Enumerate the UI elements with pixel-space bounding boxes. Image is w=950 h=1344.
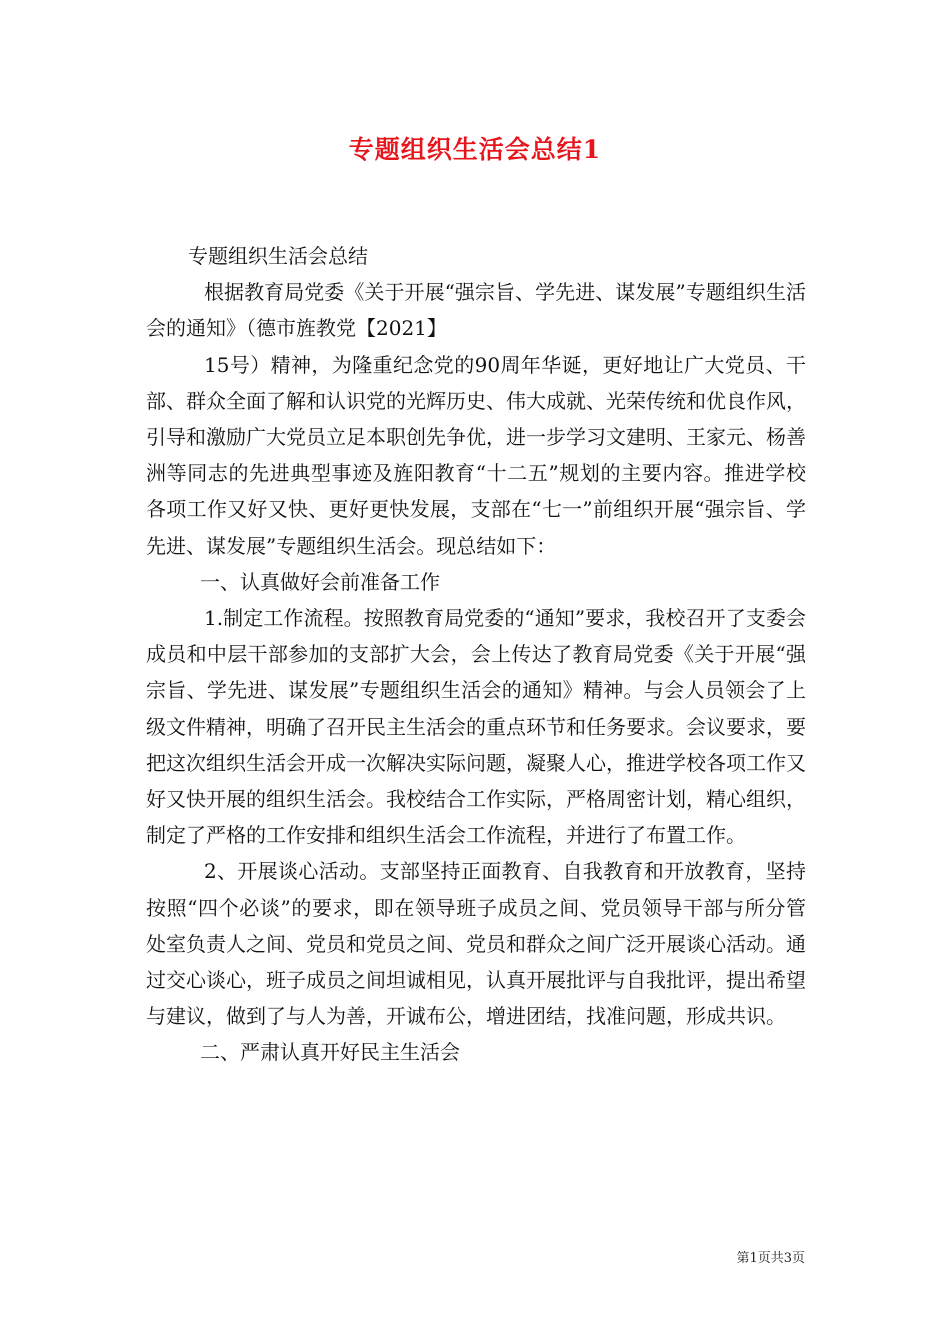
subtitle-paragraph: 专题组织生活会总结: [188, 244, 368, 268]
section-heading-1: 一、认真做好会前准备工作: [200, 569, 440, 594]
intro-paragraph: 根据教育局党委《关于开展“强宗旨、学先进、谋发展”专题组织生活会的通知》（德市旌教党【2021】: [146, 280, 806, 341]
page-number: 第1页共3页: [736, 1251, 805, 1266]
section-1-item-1-paragraph: 1.制定工作流程。按照教育局党委的“通知”要求，我校召开了支委会成员和中层干部参加的支部扩大会，会上传达了教育局党委《关于开展“强宗旨、学先进、谋发展”专题组织生活会的通知》精神。与会人员领会了上级文件精神，明确了召开民主生活会的重点环节和任务要求。会议要求，要把这次组织生活会开成一次解决实际问题，凝聚人心，推进学校各项工作又好又快开展的组织生活会。我校结合工作实际，严格周密计划，精心组织，制定了严格的工作安排和组织生活会工作流程，并进行了布置工作。: [146, 606, 806, 848]
section-heading-2: 二、严肃认真开好民主生活会: [200, 1040, 460, 1065]
intro-continuation-paragraph: 15号）精神，为隆重纪念党的90周年华诞，更好地让广大党员、干部、群众全面了解和认识党的光辉历史、伟大成就、光荣传统和优良作风，引导和激励广大党员立足本职创先争优，进一步学习文建明、王家元、杨善洲等同志的先进典型事迹及旌阳教育“十二五”规划的主要内容。推进学校各项工作又好又快、更好更快发展，支部在“七一”前组织开展“强宗旨、学先进、谋发展”专题组织生活会。现总结如下：: [146, 352, 806, 558]
document-title: 专题组织生活会总结1: [348, 135, 602, 164]
section-1-item-2-paragraph: 2、开展谈心活动。支部坚持正面教育、自我教育和开放教育，坚持按照“四个必谈”的要求，即在领导班子成员之间、党员领导干部与所分管处室负责人之间、党员和党员之间、党员和群众之间广泛开展谈心活动。通过交心谈心，班子成员之间坦诚相见，认真开展批评与自我批评，提出希望与建议，做到了与人为善，开诚布公，增进团结，找准问题，形成共识。: [146, 859, 806, 1029]
document-body: [146, 238, 806, 1071]
